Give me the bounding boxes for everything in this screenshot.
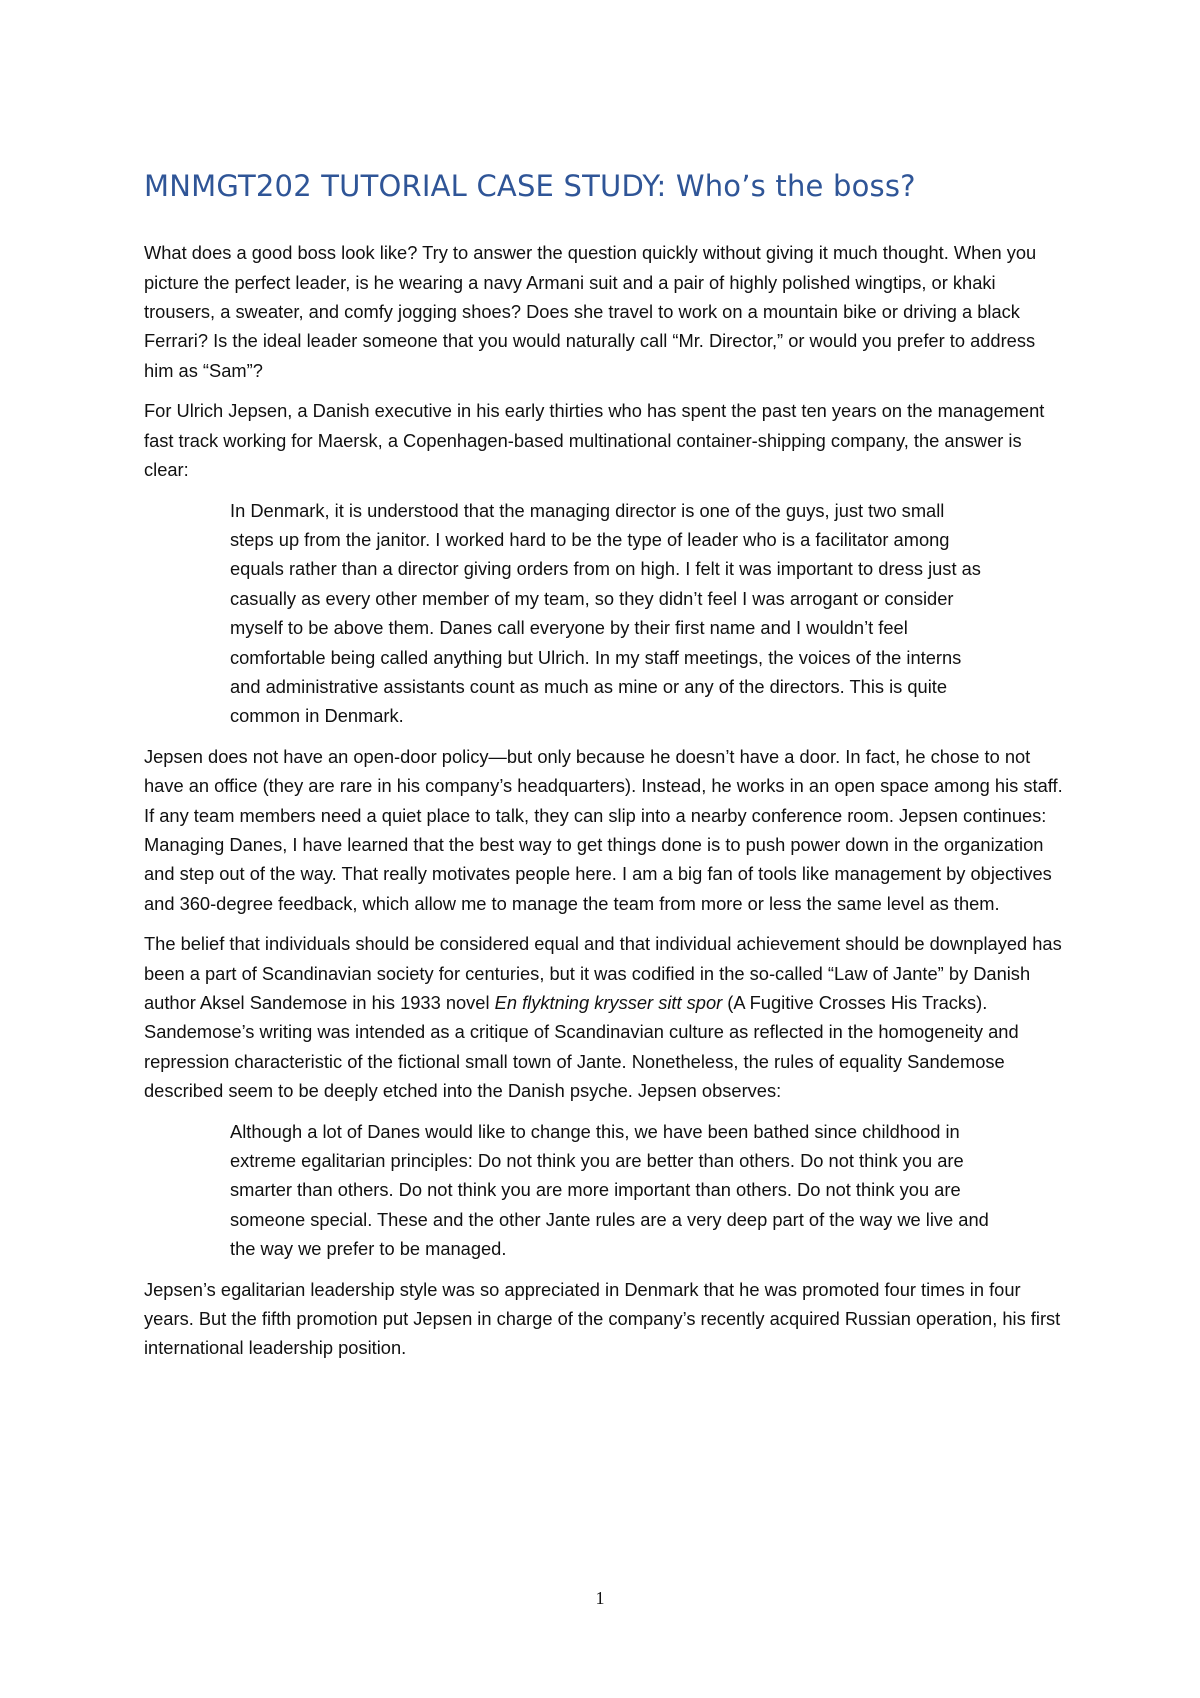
page-number: 1 — [595, 1588, 605, 1608]
jante-text-before: The belief that individuals should be considered equal and that individual achievement should be downplayed has been a part of Scandinavian society for centuries, but it was codified in the so-called “Law of Jante” by Danish author Aksel Sandemose in his 1933 novel — [144, 933, 1062, 1013]
document-body — [144, 168, 1064, 1374]
paragraph-law-of-jante — [144, 929, 1064, 1105]
document-title: MNMGT202 TUTORIAL CASE STUDY: Who’s the boss? — [144, 169, 916, 203]
paragraph-ulrich-intro: For Ulrich Jepsen, a Danish executive in his early thirties who has spent the past ten years on the management fast track working for Maersk, a Copenhagen-based multinational container-shipping company, the answer is clear: — [144, 400, 1045, 481]
quote-jante-rules: Although a lot of Danes would like to change this, we have been bathed since childhood in extreme egalitarian principles: Do not think you are better than others. Do not think you are smarter than others. Do not think you are more important than others. Do not think you are someone special. These and the other Jante rules are a very deep part of the way we live and the way we prefer to be managed. — [230, 1120, 989, 1260]
novel-title: En flyktning krysser sitt spor — [494, 992, 723, 1013]
paragraph-open-door: Jepsen does not have an open-door policy—but only because he doesn’t have a door. In fact, he chose to not have an office (they are rare in his company’s headquarters). Instead, he works in an open space among his staff. If any team members need a quiet place to talk, they can slip into a nearby conference room. Jepsen continues: Managing Danes, I have learned that the best way to get things done is to push power down in the organization and step out of the way. That really motivates people here. I am a big fan of tools like management by objectives and 360-degree feedback, which allow me to manage the team from more or less the same level as them. — [144, 745, 1063, 914]
jante-text-after: (A Fugitive Crosses His Tracks). Sandemose’s writing was intended as a critique of Scandinavian culture as reflected in the homogeneity and repression characteristic of the fictional small town of Jante. Nonetheless, the rules of equality Sandemose described seem to be deeply etched into the Danish psyche. Jepsen observes: — [144, 992, 1019, 1102]
paragraph-intro: What does a good boss look like? Try to answer the question quickly without giving it much thought. When you picture the perfect leader, is he wearing a navy Armani suit and a pair of highly polished wingtips, or khaki trousers, a sweater, and comfy jogging shoes? Does she travel to work on a mountain bike or driving a black Ferrari? Is the ideal leader someone that you would naturally call “Mr. Director,” or would you prefer to address him as “Sam”? — [144, 242, 1037, 381]
paragraph-promotion: Jepsen’s egalitarian leadership style was so appreciated in Denmark that he was promoted four times in four years. But the fifth promotion put Jepsen in charge of the company’s recently acquired Russian operation, his first international leadership position. — [144, 1278, 1061, 1359]
quote-denmark-leadership: In Denmark, it is understood that the managing director is one of the guys, just two small steps up from the janitor. I worked hard to be the type of leader who is a facilitator among equals rather than a director giving orders from on high. I felt it was important to dress just as casually as every other member of my team, so they didn’t feel I was arrogant or consider myself to be above them. Danes call everyone by their first name and I wouldn’t feel comfortable being called anything but Ulrich. In my staff meetings, the voices of the interns and administrative assistants count as much as mine or any of the directors. This is quite common in Denmark. — [230, 499, 981, 727]
